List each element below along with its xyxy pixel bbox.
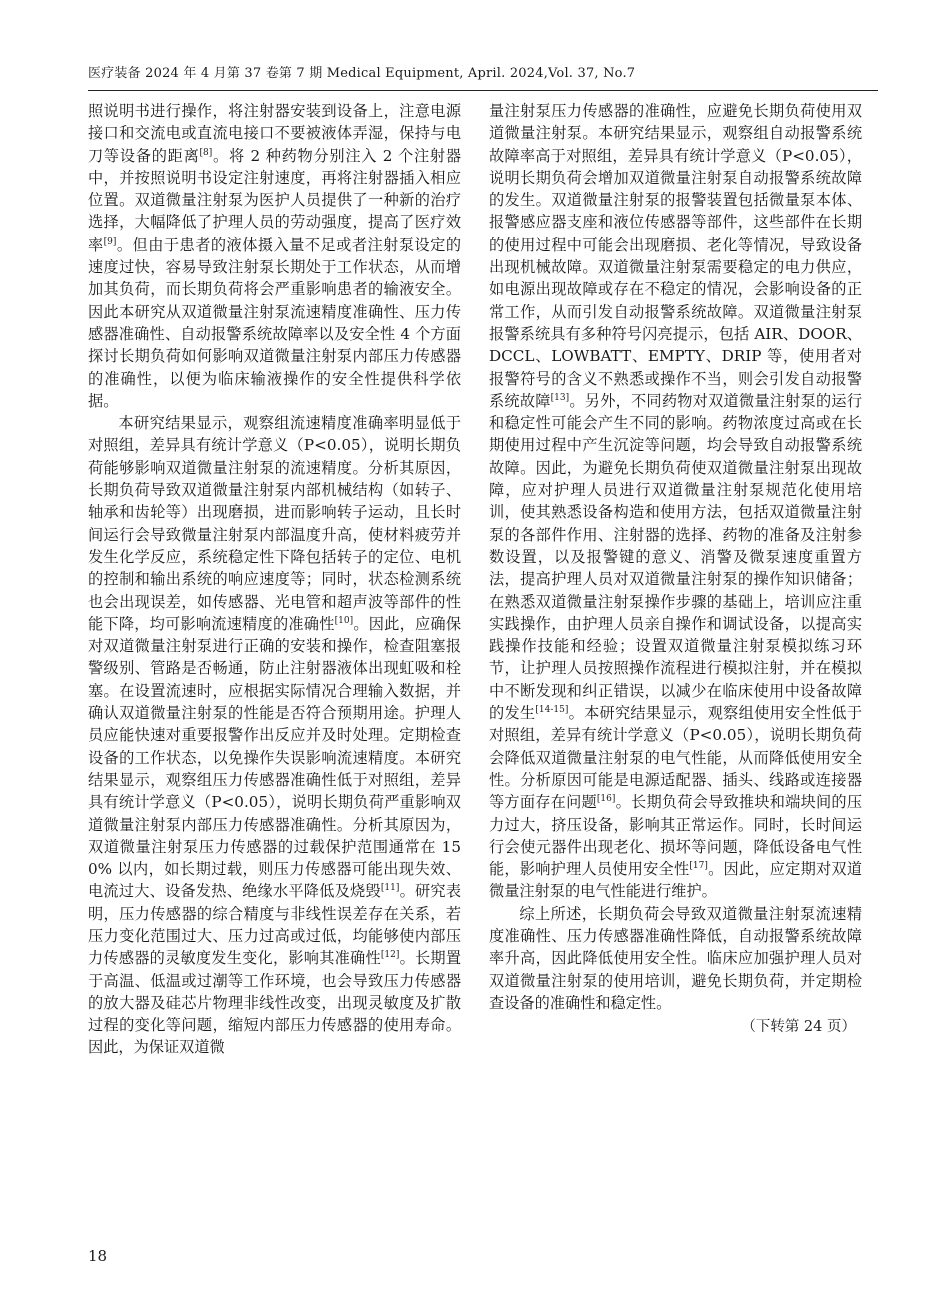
- text-segment: 。长期置于高温、低温或过潮等工作环境，也会导致压力传感器的放大器及硅芯片物理非线性改变，出现灵敏度及扩散过程的变化等问题，缩短内部压力传感器的使用寿命。因此，为保证双道微: [88, 949, 462, 1057]
- right-column: [489, 100, 862, 1038]
- continued-note: （下转第 24 页）: [741, 1019, 856, 1036]
- citation: [14-15]: [535, 704, 569, 715]
- page-number: 18: [88, 1247, 108, 1265]
- citation: [8]: [199, 147, 213, 158]
- citation: [16]: [596, 794, 616, 805]
- paragraph-right-2: 综上所述，长期负荷会导致双道微量注射泵流速精度准确性、压力传感器准确性降低，自动报警系统故障率升高，因此降低使用安全性。临床应加强护理人员对双道微量注射泵的使用培训，避免长期负荷，并定期检查设备的准确性和稳定性。: [489, 904, 862, 1012]
- paragraph-left-2: [88, 412, 461, 1059]
- text-segment: 。但由于患者的液体摄入量不足或者注射泵设定的速度过快，容易导致注射泵长期处于工作状态，从而增加其负荷，而长期负荷将会严重影响患者的输液安全。因此本研究从双道微量注射泵流速精度准确性、压力传感器准确性、自动报警系统故障率以及安全性 4 个方面探讨长期负荷如何影响双道微量注射泵内部压力传感器的准确性，以便为临床输液操作的安全性提供科学依据。: [88, 235, 462, 410]
- citation: [13]: [550, 392, 570, 403]
- text-segment: 量注射泵压力传感器的准确性，应避免长期负荷使用双道微量注射泵。本研究结果显示，观察组自动报警系统故障率高于对照组，差异具有统计学意义（P<0.05），说明长期负荷会增加双道微量注射泵自动报警系统故障的发生。双道微量注射泵的报警装置包括微量泵本体、报警感应器支座和液位传感器等部件，这些部件在长期的使用过程中可能会出现磨损、老化等情况，导致设备出现机械故障。双道微量注射泵需要稳定的电力供应，如电源出现故障或存在不稳定的情况，会影响设备的正常工作，从而引发自动报警系统故障。双道微量注射泵报警系统具有多种符号闪亮提示，包括 AIR、DOOR、DCCL、LOWBATT、EMPTY、DRIP 等，使用者对报警符号的含义不熟悉或操作不当，则会引发自动报警系统故障: [489, 102, 862, 410]
- text-segment: 。研究表明，压力传感器的综合精度与非线性误差存在关系，若压力变化范围过大、压力过高或过低，均能够使内部压力传感器的灵敏度发生变化，影响其准确性: [88, 882, 462, 968]
- citation: [9]: [103, 236, 117, 247]
- paragraph-right-1: [489, 100, 862, 903]
- text-segment: 。另外，不同药物对双道微量注射泵的运行和稳定性可能会产生不同的影响。药物浓度过高或在长期使用过程中产生沉淀等问题，均会导致自动报警系统故障。因此，为避免长期负荷使双道微量注射泵出现故障，应对护理人员进行双道微量注射泵规范化使用培训，使其熟悉设备构造和使用方法，包括双道微量注射泵的各部件作用、注射器的选择、药物的准备及注射参数设置，以及报警键的意义、消警及微泵速度重置方法，提高护理人员对双道微量注射泵的操作知识储备；在熟悉双道微量注射泵操作步骤的基础上，培训应注重实践操作，由护理人员亲自操作和调试设备，以提高实践操作技能和经验；设置双道微量注射泵模拟练习环节，让护理人员按照操作流程进行模拟注射，并在模拟中不断发现和纠正错误，以减少在临床使用中设备故障的发生: [489, 391, 863, 723]
- citation: [10]: [334, 615, 354, 626]
- text-segment: 照说明书进行操作，将注射器安装到设备上，注意电源接口和交流电或直流电接口不要被液体弄湿，保持与电刀等设备的距离: [88, 102, 461, 165]
- left-column: [88, 100, 461, 1059]
- text-segment: 。将 2 种药物分别注入 2 个注射器中，并按照说明书设定注射速度，再将注射器插入相应位置。双道微量注射泵为医护人员提供了一种新的治疗选择，大幅降低了护理人员的劳动强度，提高了医疗效率: [88, 146, 462, 254]
- text-segment: 。本研究结果显示，观察组使用安全性低于对照组，差异有统计学意义（P<0.05），说明长期负荷会降低双道微量注射泵的电气性能，从而降低使用安全性。分析原因可能是电源适配器、插头、线路或连接器等方面存在问题: [489, 704, 863, 812]
- text-segment: 。因此，应确保对双道微量注射泵进行正确的安装和操作，检查阻塞报警级别、管路是否畅通，防止注射器液体出现虹吸和栓塞。在设置流速时，应根据实际情况合理输入数据，并确认双道微量注射泵的性能是否符合预期用途。护理人员应能快速对重要报警作出反应并及时处理。定期检查设备的工作状态，以免操作失误影响流速精度。本研究结果显示，观察组压力传感器准确性低于对照组，差异具有统计学意义（P<0.05），说明长期负荷严重影响双道微量注射泵内部压力传感器准确性。分析其原因为，双道微量注射泵压力传感器的过载保护范围通常在 150% 以内，如长期过载，则压力传感器可能出现失效、电流过大、设备发热、绝缘水平降低及烧毁: [88, 614, 462, 901]
- text-segment: 。长期负荷会导致推块和端块间的压力过大，挤压设备，影响其正常运作。同时，长时间运行会使元器件出现老化、损坏等问题，降低设备电气性能，影响护理人员使用安全性: [489, 793, 863, 879]
- text-segment: 本研究结果显示，观察组流速精度准确率明显低于对照组，差异具有统计学意义（P<0.05），说明长期负荷能够影响双道微量注射泵的流速精度。分析其原因，长期负荷导致双道微量注射泵内部机械结构（如转子、轴承和齿轮等）出现磨损，进而影响转子运动，且长时间运行会导致微量注射泵内部温度升高，使材料疲劳并发生化学反应，系统稳定性下降包括转子的定位、电机的控制和输出系统的响应速度等；同时，状态检测系统也会出现误差，如传感器、光电管和超声波等部件的性能下降，均可影响流速精度的准确性: [88, 414, 461, 633]
- paragraph-left-1: [88, 100, 461, 412]
- text-segment: 。因此，应定期对双道微量注射泵的电气性能进行维护。: [489, 860, 863, 901]
- citation: [11]: [380, 883, 400, 894]
- citation: [12]: [380, 950, 400, 961]
- citation: [17]: [689, 861, 708, 872]
- journal-header: 医疗装备 2024 年 4 月第 37 卷第 7 期 Medical Equipment, April. 2024,Vol. 37, No.7: [88, 66, 636, 81]
- header-rule: [88, 90, 878, 91]
